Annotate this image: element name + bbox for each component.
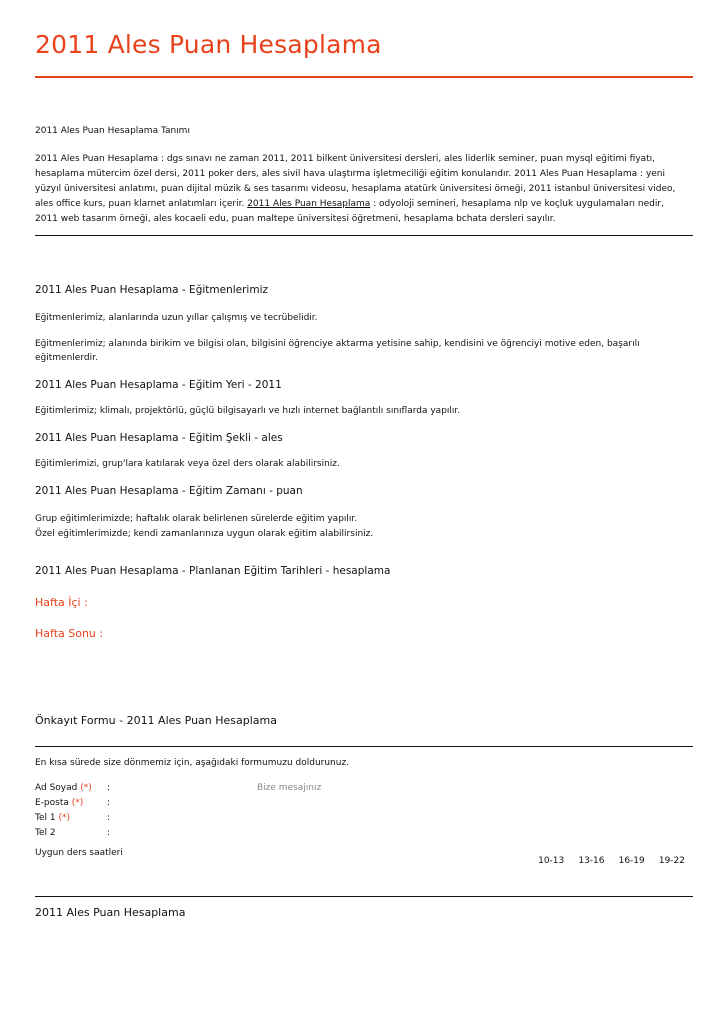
hour-slots — [538, 848, 685, 867]
footer-divider — [35, 896, 693, 897]
page-title: 2011 Ales Puan Hesaplama — [35, 30, 382, 59]
teachers-text-1: Eğitmenlerimiz, alanlarında uzun yıllar çalışmış ve tecrübelidir. — [35, 313, 318, 323]
hours-label: Uygun ders saatleri — [35, 848, 123, 858]
field-tel2-label — [35, 828, 56, 838]
hour-slot-option[interactable]: 13-16 — [578, 856, 605, 866]
teachers-heading: 2011 Ales Puan Hesaplama - Eğitmenlerimiz — [35, 284, 269, 296]
hour-slot-option[interactable]: 16-19 — [618, 856, 645, 866]
field-tel1-colon: : — [107, 813, 111, 823]
intro-line-1: 2011 Ales Puan Hesaplama : dgs sınavı ne zaman 2011, 2011 bilkent üniversitesi dersleri, ales liderlik seminer, puan mysql eğitimi fiyatı, — [35, 154, 656, 164]
weekend-label: Hafta Sonu : — [35, 627, 104, 640]
intro-line-5: 2011 web tasarım örneği, ales kocaeli edu, puan maltepe üniversitesi öğretmeni, hesaplama bchata dersleri sayılır. — [35, 214, 556, 224]
form-title: Önkayıt Formu - 2011 Ales Puan Hesaplama — [35, 714, 277, 727]
intro-line-2: hesaplama mütercim özel dersi, 2011 poker ders, ales sivil hava ulaştırma işletmeciliği eğitim konularıdır. 2011 Ales Puan Hesaplama : yeni — [35, 169, 666, 179]
name-input[interactable] — [115, 781, 245, 795]
footer-title: 2011 Ales Puan Hesaplama — [35, 906, 186, 919]
weekday-label: Hafta İçi : — [35, 596, 88, 609]
hour-slot-option[interactable]: 19-22 — [658, 856, 685, 866]
required-mark: (*) — [58, 813, 70, 823]
schedule-heading: 2011 Ales Puan Hesaplama - Planlanan Eğitim Tarihleri - hesaplama — [35, 565, 391, 577]
field-email-label — [35, 798, 83, 808]
field-tel1-text: Tel 1 — [35, 813, 56, 823]
field-tel1-label — [35, 813, 70, 823]
required-mark: (*) — [71, 798, 84, 808]
intro-line-3: yüzyıl üniversitesi anlatımı, puan dijital müzik & ses tasarımı videosu, hesaplama atatürk üniversitesi örneği, 2011 istanbul üniversitesi video, — [35, 184, 676, 194]
format-text: Eğitimlerimizi, grup'lara katılarak veya özel ders olarak alabilirsiniz. — [35, 459, 340, 469]
field-name-colon: : — [107, 783, 111, 793]
enrollment-form — [35, 783, 693, 843]
hour-slot-option[interactable]: 10-13 — [538, 856, 565, 866]
place-heading: 2011 Ales Puan Hesaplama - Eğitim Yeri - 2011 — [35, 379, 282, 391]
intro-line-4 — [35, 197, 675, 212]
intro-paragraph — [35, 152, 675, 227]
title-divider — [35, 76, 693, 78]
intro-divider — [35, 235, 693, 236]
email-input[interactable] — [115, 796, 245, 810]
field-tel2-text: Tel 2 — [35, 828, 56, 838]
time-text-2: Özel eğitimlerimizde; kendi zamanlarınıza uygun olarak eğitim alabilirsiniz. — [35, 529, 374, 539]
intro-line-4-end: : odyoloji semineri, hesaplama nlp ve koçluk uygulamaları nedir, — [370, 199, 664, 209]
required-mark: (*) — [80, 783, 92, 793]
form-intro: En kısa sürede size dönmemiz için, aşağıdaki formumuzu doldurunuz. — [35, 758, 350, 768]
field-name-label — [35, 783, 92, 793]
tel2-input[interactable] — [115, 826, 245, 840]
intro-heading: 2011 Ales Puan Hesaplama Tanımı — [35, 126, 190, 136]
intro-line-4-start: ales office kurs, puan klarnet anlatımları içerir. — [35, 199, 248, 209]
field-email-text: E-posta — [35, 798, 69, 808]
time-heading: 2011 Ales Puan Hesaplama - Eğitim Zamanı - puan — [35, 485, 303, 497]
field-email-colon: : — [107, 798, 111, 808]
teachers-text-2a: Eğitmenlerimiz; alanında birikim ve bilgisi olan, bilgisini öğrenciye aktarma yetisine sahip, kendisini ve öğrenciyi motive eden, başarılı — [35, 339, 640, 349]
message-textarea[interactable]: Bize mesajınız — [257, 783, 322, 793]
field-tel2-colon: : — [107, 828, 111, 838]
format-heading: 2011 Ales Puan Hesaplama - Eğitim Şekli - ales — [35, 432, 283, 444]
field-name-text: Ad Soyad — [35, 783, 78, 793]
time-text-1: Grup eğitimlerimizde; haftalık olarak belirlenen sürelerde eğitim yapılır. — [35, 514, 358, 524]
form-divider — [35, 746, 693, 747]
tel1-input[interactable] — [115, 811, 245, 825]
place-text: Eğitimlerimiz; klimalı, projektörlü, güçlü bilgisayarlı ve hızlı internet bağlantılı sınıflarda yapılır. — [35, 406, 461, 416]
intro-link[interactable]: 2011 Ales Puan Hesaplama — [247, 199, 371, 209]
teachers-text-2b: eğitmenlerdir. — [35, 353, 98, 363]
